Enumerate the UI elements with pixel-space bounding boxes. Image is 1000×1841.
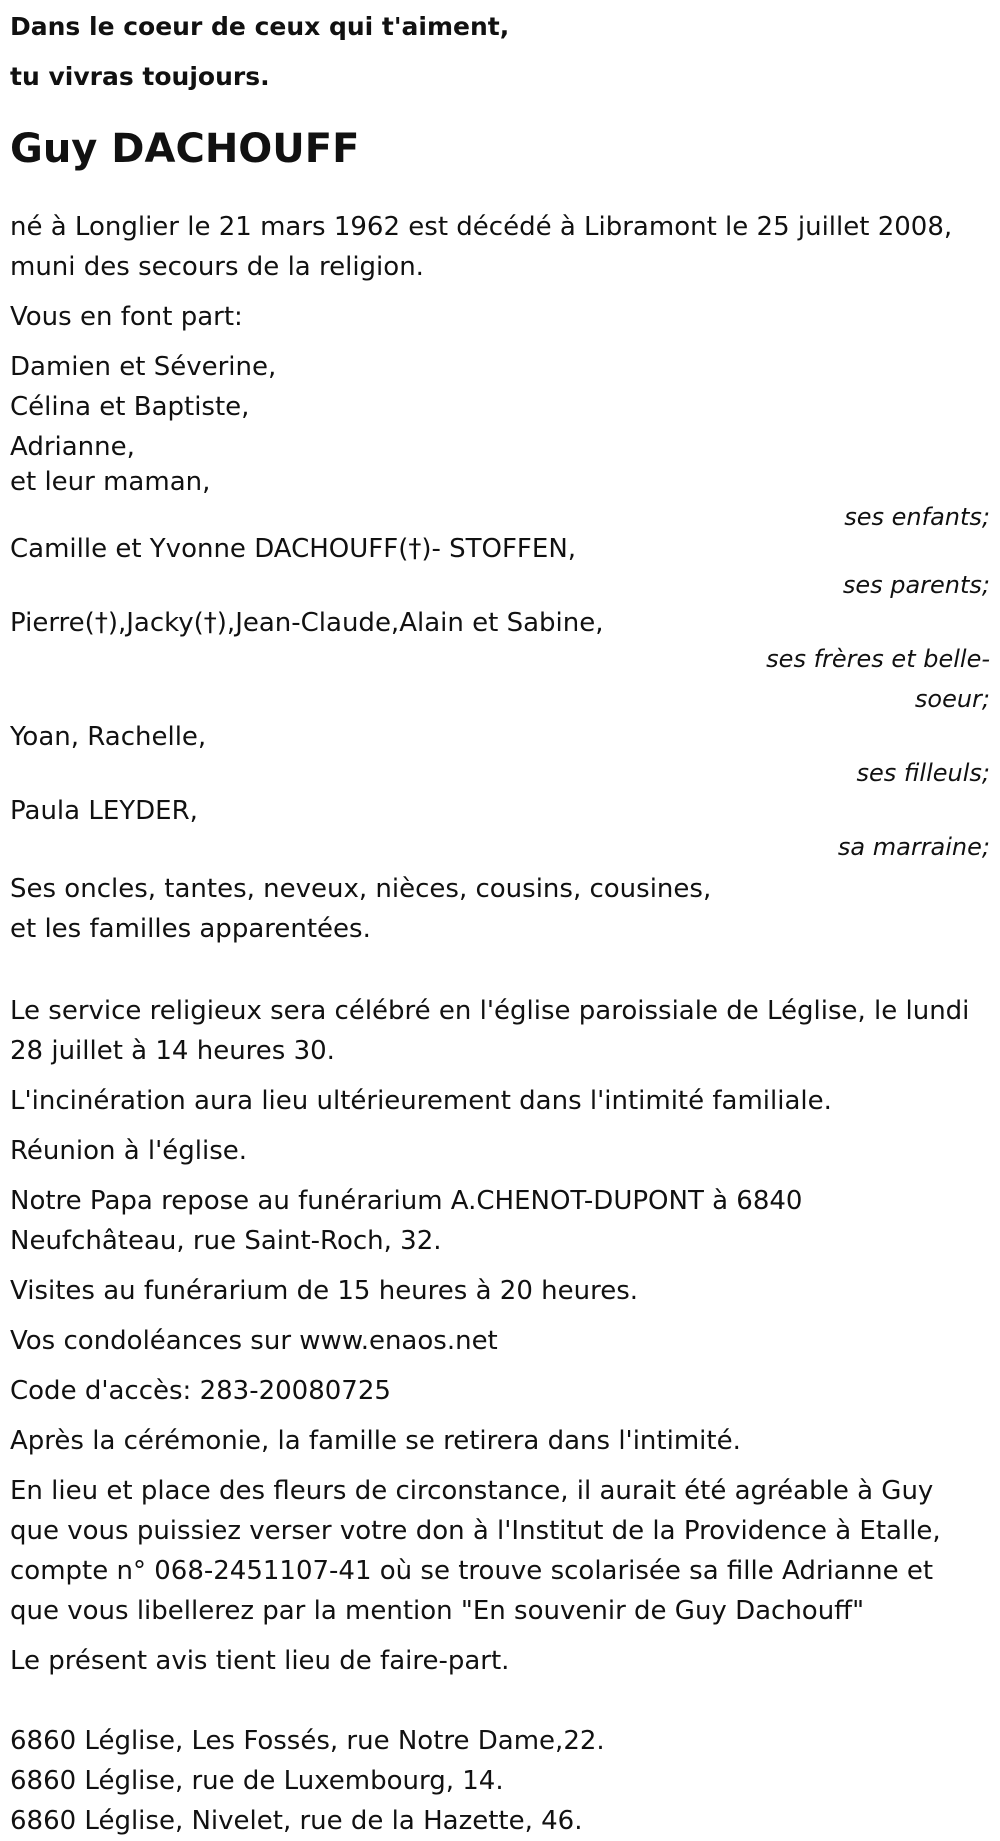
epigraph (10, 0, 990, 102)
family-godchildren (10, 721, 990, 793)
children-role: ses enfants; (844, 503, 990, 531)
epigraph-line-2: tu vivras toujours. (10, 62, 270, 91)
notice-text: Le présent avis tient lieu de faire-part. (10, 1646, 510, 1676)
funeral-home-line-2: Neufchâteau, rue Saint-Roch, 32. (10, 1226, 442, 1256)
spacer (10, 1691, 990, 1721)
condolences-text: Vos condoléances sur www.enaos.net (10, 1326, 498, 1356)
children-line: Célina et Baptiste, (10, 392, 250, 422)
godchildren-line: Yoan, Rachelle, (10, 722, 207, 752)
address-line: 6860 Léglise, Nivelet, rue de la Hazette, 46. (10, 1806, 583, 1836)
extended-family-line-2: et les familles apparentées. (10, 914, 371, 944)
donation-line-4: que vous libellerez par la mention "En souvenir de Guy Dachouff" (10, 1596, 865, 1626)
address-line: 6860 Léglise, Les Fossés, rue Notre Dame,22. (10, 1726, 605, 1756)
parents-line: Camille et Yvonne DACHOUFF(†)- STOFFEN, (10, 534, 577, 564)
extended-family-line-1: Ses oncles, tantes, neveux, nièces, cousins, cousines, (10, 874, 712, 904)
extended-family (10, 869, 990, 949)
family-siblings (10, 607, 990, 719)
parents-role: ses parents; (842, 571, 990, 599)
siblings-role-line-2: soeur; (914, 685, 990, 713)
children-line: Damien et Séverine, (10, 352, 277, 382)
cremation-text: L'incinération aura lieu ultérieurement dans l'intimité familiale. (10, 1086, 832, 1116)
intro-line-1: né à Longlier le 21 mars 1962 est décédé à Libramont le 25 juillet 2008, (10, 212, 953, 242)
addresses (10, 1721, 990, 1841)
godmother-line: Paula LEYDER, (10, 796, 198, 826)
service-line-1: Le service religieux sera célébré en l'église paroissiale de Léglise, le lundi (10, 996, 970, 1026)
funeral-home-line-1: Notre Papa repose au funérarium A.CHENOT-DUPONT à 6840 (10, 1186, 803, 1216)
after-ceremony-text: Après la cérémonie, la famille se retirera dans l'intimité. (10, 1426, 741, 1456)
children-line: et leur maman, (10, 467, 211, 497)
donation-line-3: compte n° 068-2451107-41 où se trouve scolarisée sa fille Adrianne et (10, 1556, 934, 1586)
address-line: 6860 Léglise, rue de Luxembourg, 14. (10, 1766, 504, 1796)
service-line-2: 28 juillet à 14 heures 30. (10, 1036, 335, 1066)
family-godmother (10, 795, 990, 867)
access-code-text: Code d'accès: 283-20080725 (10, 1376, 391, 1406)
intro-line-2: muni des secours de la religion. (10, 252, 424, 282)
meeting-text: Réunion à l'église. (10, 1136, 248, 1166)
siblings-role-line-1: ses frères et belle- (766, 645, 990, 673)
donation-paragraph (10, 1471, 990, 1631)
donation-line-1: En lieu et place des fleurs de circonstance, il aurait été agréable à Guy (10, 1476, 934, 1506)
deceased-name: Guy DACHOUFF (10, 126, 360, 172)
family-children (10, 347, 990, 537)
godmother-role: sa marraine; (837, 833, 990, 861)
siblings-role (10, 639, 990, 719)
announce-text: Vous en font part: (10, 302, 243, 332)
spacer (10, 959, 990, 991)
intro-paragraph (10, 207, 990, 287)
siblings-line: Pierre(†),Jacky(†),Jean-Claude,Alain et Sabine, (10, 608, 604, 638)
visits-text: Visites au funérarium de 15 heures à 20 heures. (10, 1276, 639, 1306)
service-paragraph (10, 991, 990, 1071)
godchildren-role: ses filleuls; (856, 759, 990, 787)
funeral-home-paragraph (10, 1181, 990, 1261)
donation-line-2: que vous puissiez verser votre don à l'Institut de la Providence à Etalle, (10, 1516, 941, 1546)
epigraph-line-1: Dans le coeur de ceux qui t'aiment, (10, 12, 510, 41)
children-line: Adrianne, (10, 432, 135, 462)
family-parents (10, 533, 990, 605)
